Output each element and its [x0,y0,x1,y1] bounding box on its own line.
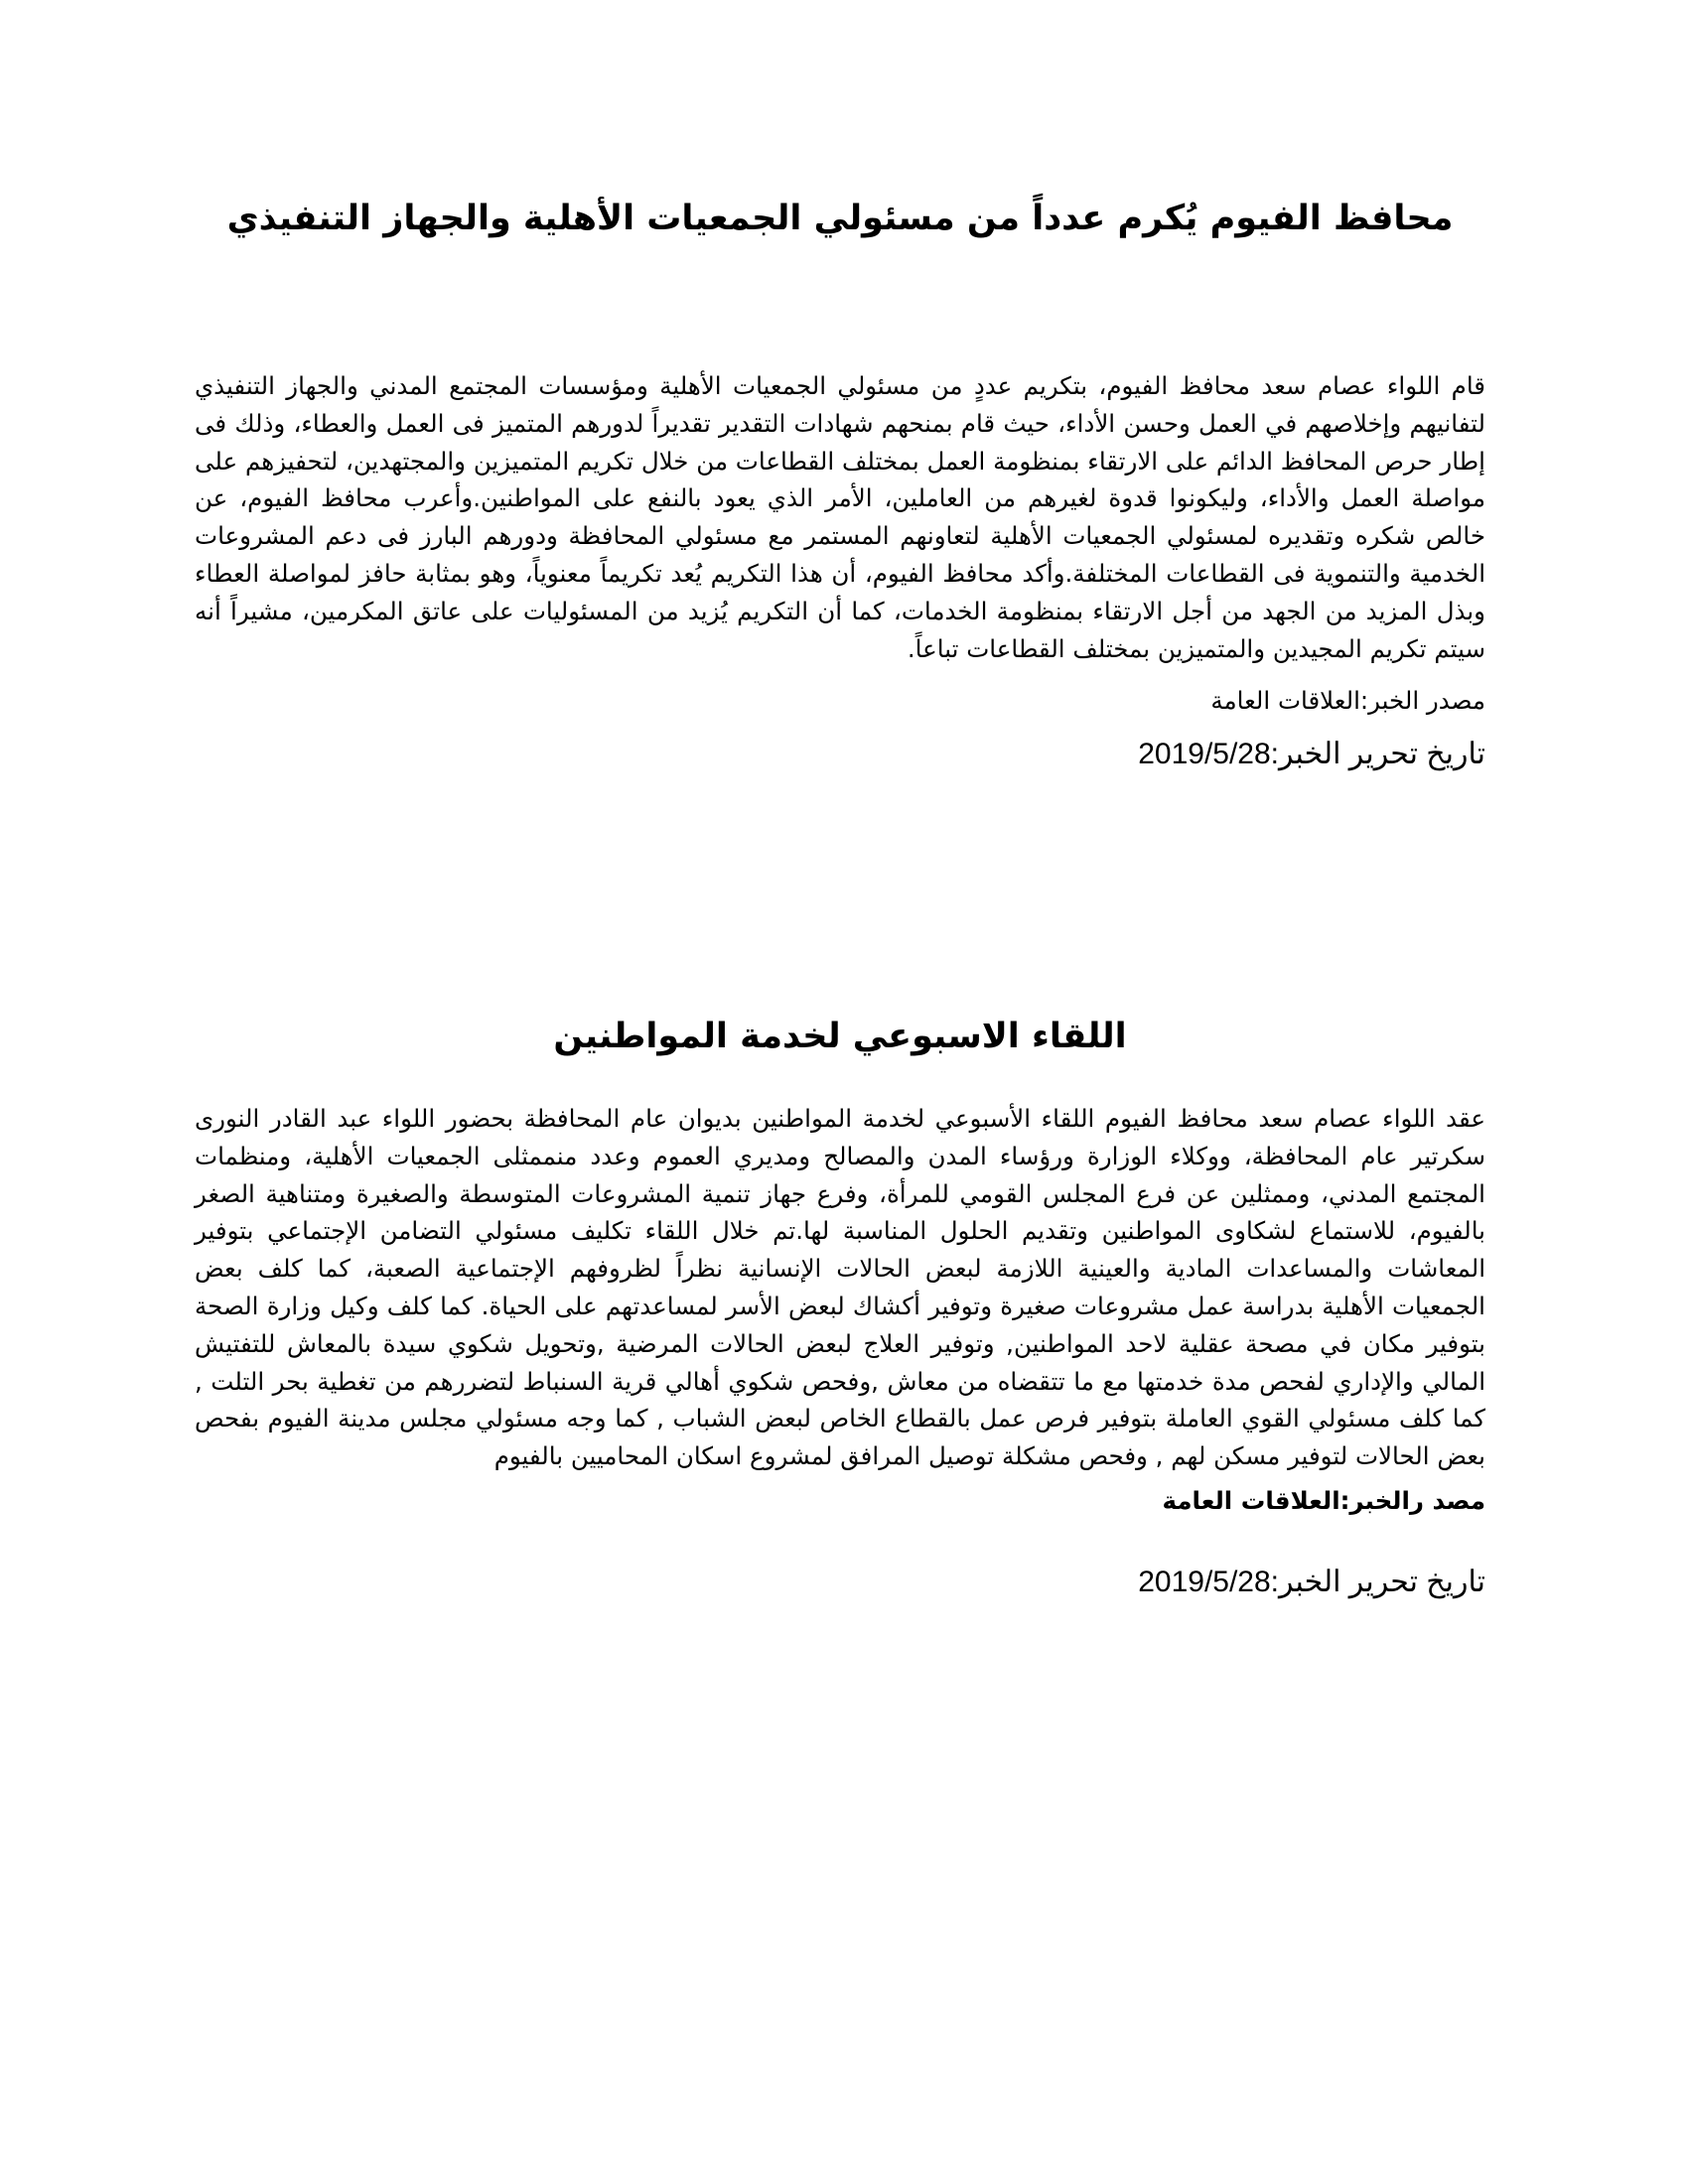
article-date: تاريخ تحرير الخبر:2019/5/28 [1138,1565,1485,1598]
article-body: قام اللواء عصام سعد محافظ الفيوم، بتكريم عددٍ من مسئولي الجمعيات الأهلية ومؤسسات المجتمع المدني والجهاز التنفيذي لتفانيهم وإخلاصهم في العمل وحسن الأداء، حيث قام بمنحهم شهادات التقدير تقديراً لدورهم المتميز فى العمل والعطاء، وذلك فى إطار حرص المحافظ الدائم على الارتقاء بمنظومة العمل بمختلف القطاعات من خلال تكريم المتميزين والمجتهدين، لتحفيزهم على مواصلة العمل والأداء، وليكونوا قدوة لغيرهم من العاملين، الأمر الذي يعود بالنفع على المواطنين.وأعرب محافظ الفيوم، عن خالص شكره وتقديره لمسئولي الجمعيات الأهلية لتعاونهم المستمر مع مسئولي المحافظة ودورهم البارز فى دعم المشروعات الخدمية والتنموية فى القطاعات المختلفة.وأكد محافظ الفيوم، أن هذا التكريم يُعد تكريماً معنوياً، وهو بمثابة حافز لمواصلة العطاء وبذل المزيد من الجهد من أجل الارتقاء بمنظومة الخدمات، كما أن التكريم يُزيد من المسئوليات على عاتق المكرمين، مشيراً أنه سيتم تكريم المجيدين والمتميزين بمختلف القطاعات تباعاً. [195,371,1485,663]
article-source: مصد رالخبر:العلاقات العامة [1162,1485,1485,1515]
article-headline: اللقاء الاسبوعي لخدمة المواطنين [553,1017,1127,1056]
article-source: مصدر الخبر:العلاقات العامة [1210,686,1485,716]
news-article-weekly-meeting [195,1013,1485,1604]
news-article-honoring [195,195,1485,776]
article-body: عقد اللواء عصام سعد محافظ الفيوم اللقاء الأسبوعي لخدمة المواطنين بديوان عام المحافظة بحضور اللواء عبد القادر النورى سكرتير عام المحافظة، ووكلاء الوزارة ورؤساء المدن والمصالح ومديري العموم وعدد منممثلى الجمعيات الأهلية، ومنظمات المجتمع المدني، وممثلين عن فرع المجلس القومي للمرأة، وفرع جهاز تنمية المشروعات المتوسطة والصغيرة ومتناهية الصغر بالفيوم، للاستماع لشكاوى المواطنين وتقديم الحلول المناسبة لها.تم خلال اللقاء تكليف مسئولي التضامن الإجتماعي بتوفير المعاشات والمساعدات المادية والعينية اللازمة لبعض الحالات الإنسانية نظراً لظروفهم الإجتماعية الصعبة، كما كلف بعض الجمعيات الأهلية بدراسة عمل مشروعات صغيرة وتوفير أكشاك لبعض الأسر لمساعدتهم على الحياة. كما كلف وكيل وزارة الصحة بتوفير مكان في مصحة عقلية لاحد المواطنين, وتوفير العلاج لبعض الحالات المرضية ,وتحويل شكوي سيدة بالمعاش للتفتيش المالي والإداري لفحص مدة خدمتها مع ما تتقضاه من معاش ,وفحص شكوي أهالي قرية السنباط لتضررهم من تغطية بحر التلت , كما كلف مسئولي القوي العاملة بتوفير فرص عمل بالقطاع الخاص لبعض الشباب , كما وجه مسئولي مجلس مدينة الفيوم بفحص بعض الحالات لتوفير مسكن لهم , وفحص مشكلة توصيل المرافق لمشروع اسكان المحاميين بالفيوم [195,1104,1485,1471]
article-date: تاريخ تحرير الخبر:2019/5/28 [1138,738,1485,771]
article-headline: محافظ الفيوم يُكرم عدداً من مسئولي الجمعيات الأهلية والجهاز التنفيذي [226,199,1454,238]
